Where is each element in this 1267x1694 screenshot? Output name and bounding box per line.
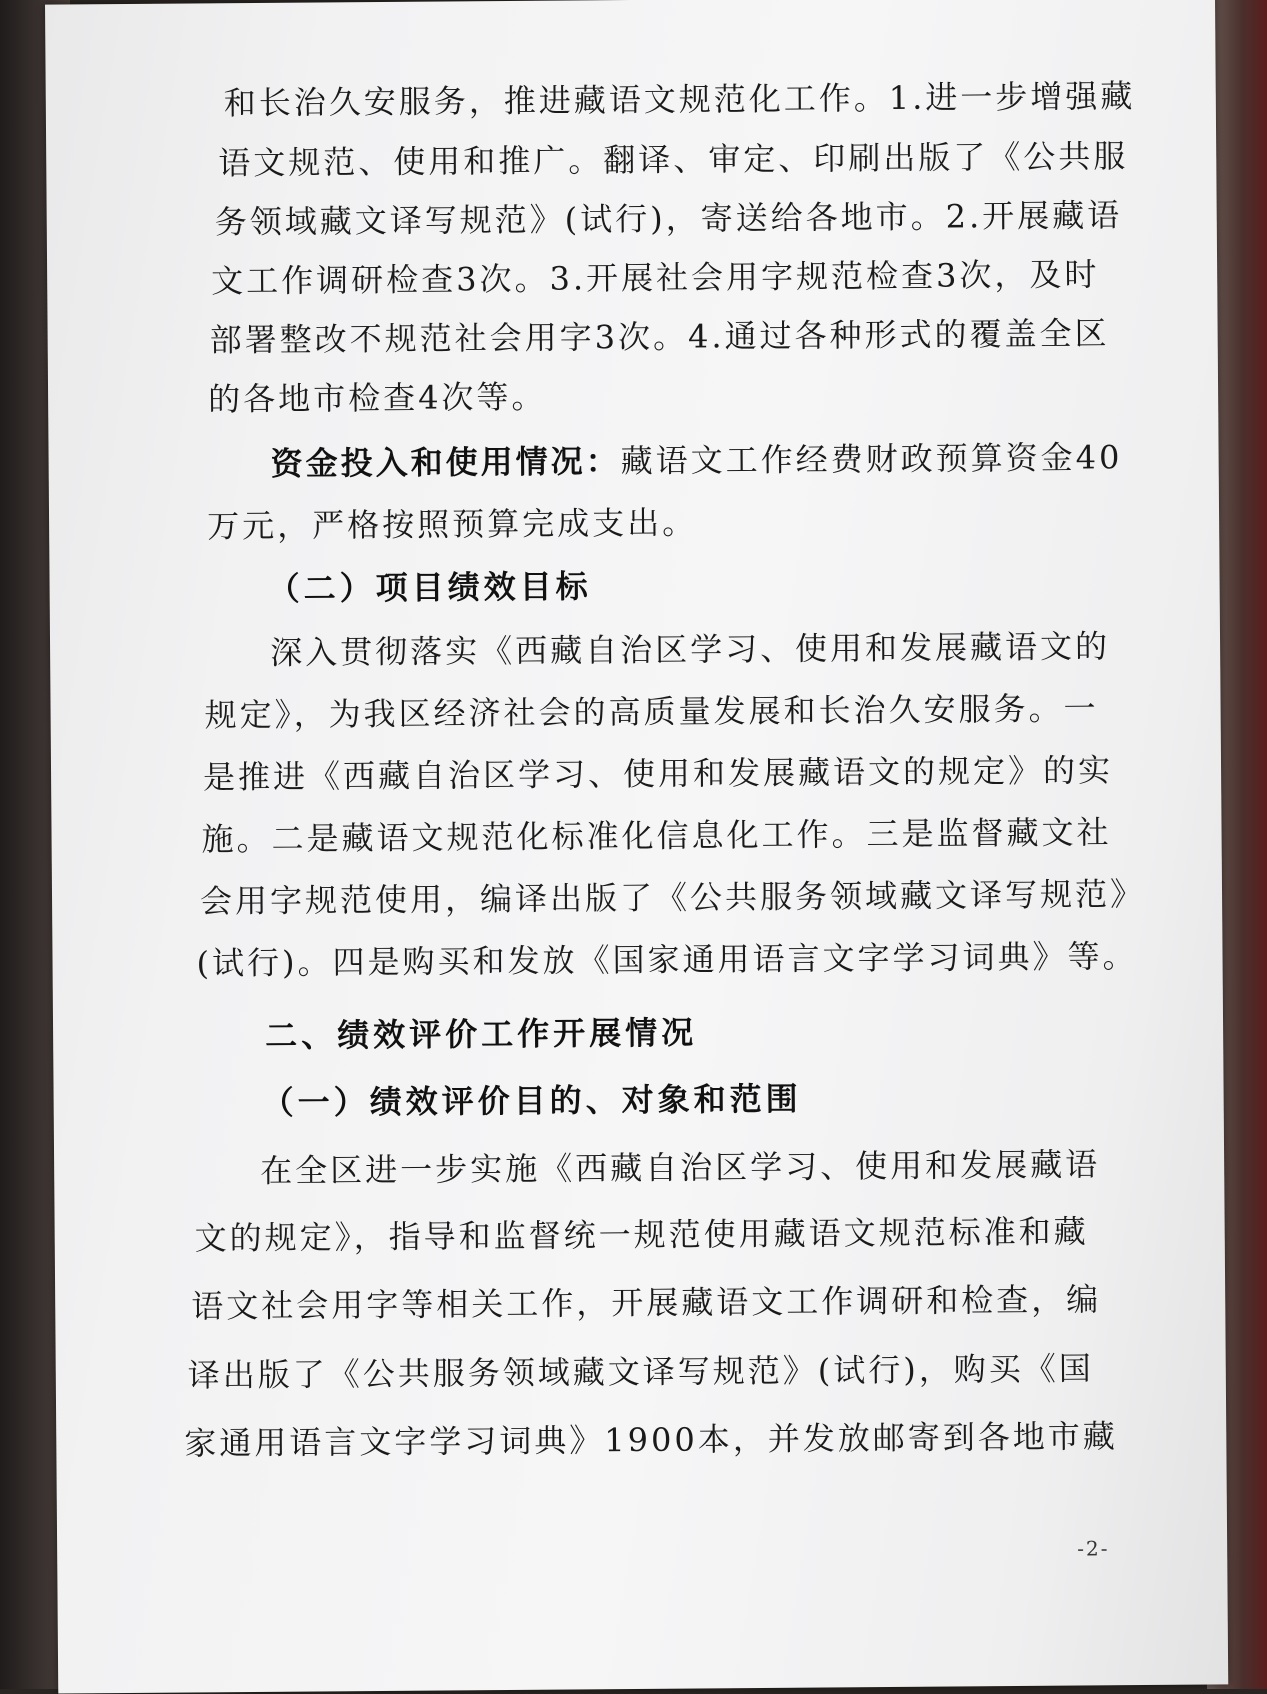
paragraph-line: 译出版了《公共服务领域藏文译写规范》(试行)，购买《国 bbox=[187, 1349, 1094, 1395]
document-page bbox=[45, 0, 1228, 1694]
paragraph-line: 规定》，为我区经济社会的高质量发展和长治久安服务。一 bbox=[204, 689, 1099, 735]
paragraph-line: 的各地市检查4次等。 bbox=[207, 377, 547, 419]
paragraph-line: 语文社会用字等相关工作，开展藏语文工作调研和检查，编 bbox=[191, 1280, 1102, 1326]
paragraph-line: (试行)。四是购买和发放《国家通用语言文字学习词典》等。 bbox=[196, 937, 1138, 983]
funding-text: 藏语文工作经费财政预算资金40 bbox=[620, 438, 1123, 481]
paragraph-line: 在全区进一步实施《西藏自治区学习、使用和发展藏语 bbox=[260, 1145, 1101, 1190]
paragraph-line: 和长治久安服务，推进藏语文规范化工作。1.进一步增强藏 bbox=[223, 77, 1136, 123]
funding-label: 资金投入和使用情况： bbox=[270, 442, 621, 483]
paragraph-line: 家通用语言文字学习词典》1900本，并发放邮寄到各地市藏 bbox=[184, 1417, 1118, 1463]
paragraph-line: 务领域藏文译写规范》(试行)，寄送给各地市。2.开展藏语 bbox=[214, 196, 1123, 242]
subheading-project-goals: （二）项目绩效目标 bbox=[267, 567, 592, 608]
subheading-evaluation-purpose: （一）绩效评价目的、对象和范围 bbox=[261, 1079, 802, 1122]
funding-line bbox=[270, 437, 1122, 484]
paragraph-line: 语文规范、使用和推广。翻译、审定、印刷出版了《公共服 bbox=[218, 137, 1129, 183]
paragraph-line: 文工作调研检查3次。3.开展社会用字规范检查3次，及时 bbox=[211, 255, 1100, 301]
paragraph-line: 部署整改不规范社会用字3次。4.通过各种形式的覆盖全区 bbox=[209, 314, 1110, 360]
paragraph-line: 会用字规范使用，编译出版了《公共服务领域藏文译写规范》 bbox=[199, 874, 1146, 921]
page-number: -2- bbox=[1077, 1536, 1110, 1561]
funding-line-2: 万元，严格按照预算完成支出。 bbox=[206, 503, 698, 546]
paragraph-line: 深入贯彻落实《西藏自治区学习、使用和发展藏语文的 bbox=[269, 627, 1111, 672]
paragraph-line: 施。二是藏语文规范化标准化信息化工作。三是监督藏文社 bbox=[201, 813, 1112, 859]
heading-section-2: 二、绩效评价工作开展情况 bbox=[264, 1013, 698, 1055]
paragraph-line: 文的规定》，指导和监督统一规范使用藏语文规范标准和藏 bbox=[194, 1212, 1089, 1258]
paragraph-line: 是推进《西藏自治区学习、使用和发展藏语文的规定》的实 bbox=[202, 751, 1114, 797]
